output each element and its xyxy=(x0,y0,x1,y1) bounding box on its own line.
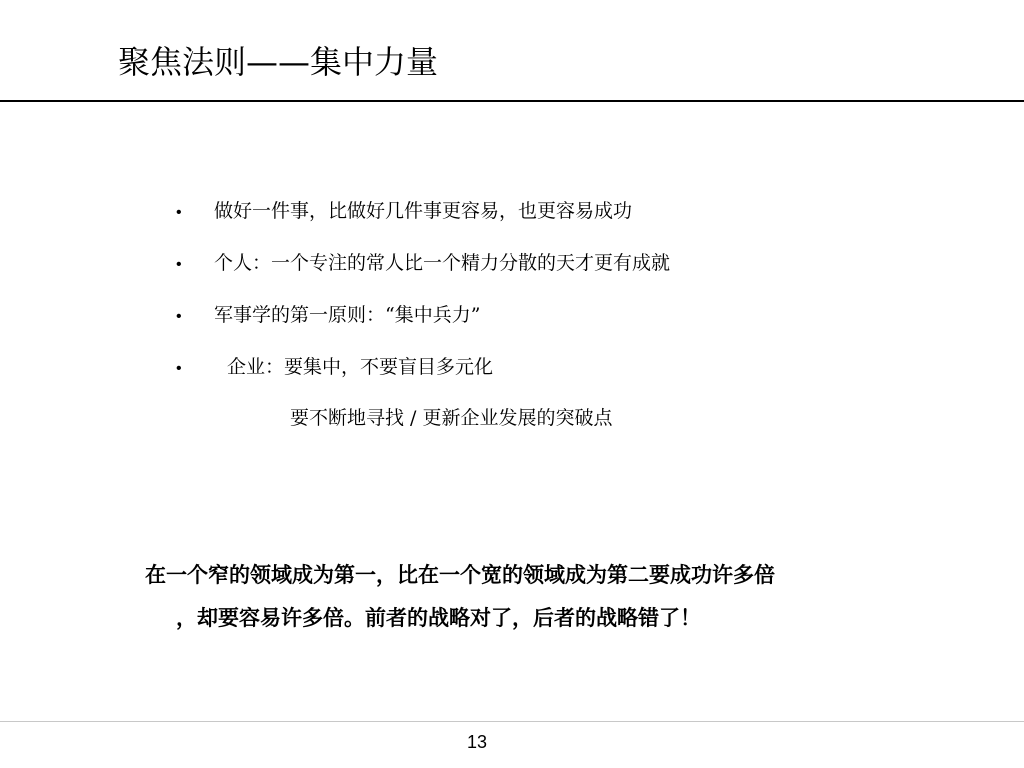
bullet-item xyxy=(176,302,480,330)
bullet-item xyxy=(176,354,493,382)
bullet-continuation: 要不断地寻找 / 更新企业发展的突破点 xyxy=(290,407,613,429)
emphasis-line: ，却要容易许多倍。前者的战略对了，后者的战略错了！ xyxy=(176,605,701,630)
footer-divider xyxy=(0,721,1024,722)
emphasis-line: 在一个窄的领域成为第一，比在一个宽的领域成为第二要成功许多倍 xyxy=(145,562,775,587)
bullet-text: 军事学的第一原则：“集中兵力” xyxy=(214,304,481,326)
emphasis-statement xyxy=(145,553,935,639)
bullet-text: 做好一件事，比做好几件事更容易，也更容易成功 xyxy=(214,200,633,222)
bullet-text: 个人：一个专注的常人比一个精力分散的天才更有成就 xyxy=(214,252,671,274)
bullet-dot-icon: • xyxy=(176,256,182,273)
slide-title: 聚焦法则——集中力量 xyxy=(118,43,439,81)
bullet-item xyxy=(176,250,670,278)
page-number: 13 xyxy=(466,732,488,752)
bullet-dot-icon: • xyxy=(176,360,182,377)
bullet-text: 企业：要集中，不要盲目多元化 xyxy=(227,356,494,378)
bullet-dot-icon: • xyxy=(176,308,182,325)
bullet-item xyxy=(176,198,632,226)
bullet-dot-icon: • xyxy=(176,204,182,221)
